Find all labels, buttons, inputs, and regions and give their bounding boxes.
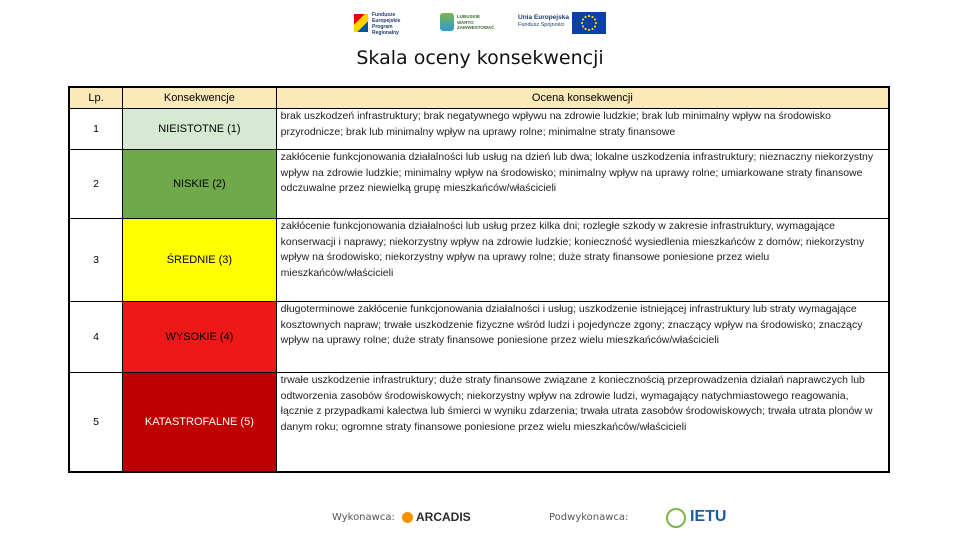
ue-title: Unia Europejska: [518, 14, 569, 21]
row-konsekwencje: [123, 109, 277, 150]
wykonawca-label: Wykonawca:: [332, 512, 395, 523]
row-lp: 4: [69, 302, 123, 373]
consequence-label: WYSOKIE (4): [165, 331, 234, 343]
arcadis-mark-icon: [402, 512, 413, 523]
row-konsekwencje: [123, 373, 277, 473]
row-ocena: brak uszkodzeń infrastruktury; brak negatywnego wpływu na zdrowie ludzkie; brak lub minimalny wpływ na środowisko przyrodnicze; brak lub minimalny wpływ na uprawy rolne; minimalne straty finansowe: [276, 109, 889, 150]
table-row: [69, 109, 889, 150]
row-ocena: zakłócenie funkcjonowania działalności lub usług przez kilka dni; rozległe szkody w zakresie infrastruktury, wymagające konserwacji i naprawy; niekorzystny wpływ na zdrowie ludzkie; konieczność wysiedlenia mieszkańców z domów; niekorzystny wpływ na środowisko; niekorzystny wpływ na uprawy rolne; duże straty finansowe poniesione przez wielu mieszkańców/właścicieli: [276, 219, 889, 302]
header-logos: [352, 10, 612, 36]
podwykonawca-label: Podwykonawca:: [549, 512, 629, 523]
eu-flag-icon: [572, 12, 606, 34]
footer: [0, 508, 960, 532]
row-konsekwencje: [123, 302, 277, 373]
consequence-label: NISKIE (2): [173, 178, 226, 190]
fundusze-europejskie-logo: Fundusze Europejskie Program Regionalny: [352, 10, 422, 36]
table-row: [69, 150, 889, 219]
row-lp: 2: [69, 150, 123, 219]
row-ocena: zakłócenie funkcjonowania działalności lub usług na dzień lub dwa; lokalne uszkodzenia infrastruktury; nieznaczny niekorzystny wpływ na zdrowie ludzkie; minimalny wpływ na środowisko; minimalny wpływ na uprawy rolne; umiarkowane straty finansowe odczuwalne przez niewielką grupę mieszkańców/właścicieli: [276, 150, 889, 219]
table-row: [69, 302, 889, 373]
ue-subtitle: Fundusz Spójności: [518, 22, 565, 28]
header-konsekwencje: Konsekwencje: [123, 87, 277, 109]
consequence-scale-table: [68, 86, 890, 473]
table-row: [69, 219, 889, 302]
row-ocena: trwałe uszkodzenie infrastruktury; duże straty finansowe związane z koniecznością przeprowadzenia działań naprawczych lub odtworzenia zasobów środowiskowych; niekorzystny wpływ na zdrowie ludzi, wymagający natychmiastowego reagowania, łącznie z przypadkami kalectwa lub śmierci w wyniku zdarzenia; trwała utrata zasobów środowiskowych; trwała utrata plonów w danym roku; ogromne straty finansowe poniesione przez wielu mieszkańców/właścicieli: [276, 373, 889, 473]
header-lp: Lp.: [69, 87, 123, 109]
table-row: [69, 373, 889, 473]
page-title: Skala oceny konsekwencji: [356, 47, 604, 69]
consequence-label: NIEISTOTNE (1): [158, 123, 241, 135]
row-konsekwencje: [123, 219, 277, 302]
arcadis-name: ARCADIS: [416, 510, 471, 524]
consequence-label: KATASTROFALNE (5): [144, 416, 254, 428]
row-lp: 3: [69, 219, 123, 302]
header-ocena: Ocena konsekwencji: [276, 87, 889, 109]
row-ocena: długoterminowe zakłócenie funkcjonowania działalności i usług; uszkodzenie istniejącej infrastruktury lub straty wymagające kosztownych napraw; trwałe uszkodzenie fizyczne wśród ludzi i pojedyncze zgony; znaczący wpływ na środowisko; znaczący wpływ na uprawy rolne; duże straty finansowe poniesione przez wielu mieszkańców/właścicieli: [276, 302, 889, 373]
lubuskie-logo: LUBUSKIE WARTO ZAINWESTOWAĆ: [440, 10, 496, 36]
row-lp: 1: [69, 109, 123, 150]
ietu-mark-icon: [666, 508, 686, 528]
ietu-name: IETU: [690, 508, 727, 525]
lubuskie-mark-icon: [440, 13, 454, 31]
consequence-label: ŚREDNIE (3): [166, 254, 233, 266]
unia-europejska-logo: [518, 10, 610, 36]
fe-mark-icon: [354, 14, 368, 32]
row-konsekwencje: [123, 150, 277, 219]
row-lp: 5: [69, 373, 123, 473]
table-header-row: [69, 87, 889, 109]
